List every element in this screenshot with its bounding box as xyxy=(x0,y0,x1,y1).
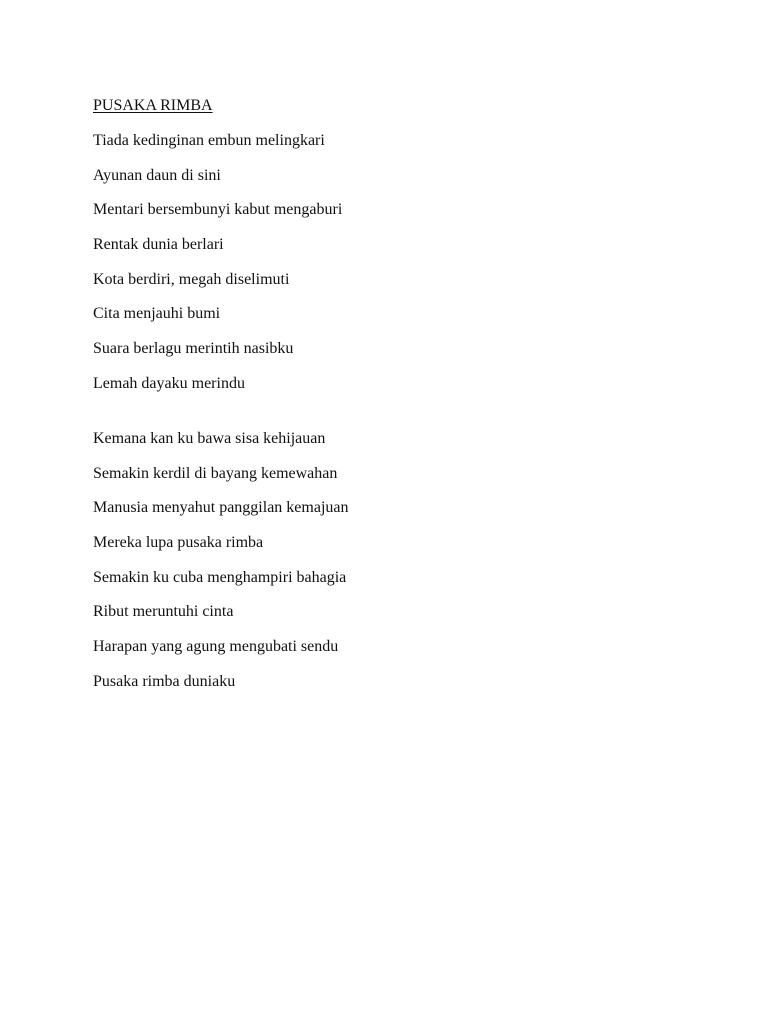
poem-line: Kemana kan ku bawa sisa kehijauan xyxy=(93,429,326,447)
poem-title: PUSAKA RIMBA xyxy=(93,97,213,114)
poem-line: Mereka lupa pusaka rimba xyxy=(93,533,264,551)
poem-line: Mentari bersembunyi kabut mengaburi xyxy=(93,201,343,219)
stanza-2 xyxy=(93,429,693,692)
poem-line: Kota berdiri, megah diselimuti xyxy=(93,270,290,288)
poem-line: Suara berlagu merintih nasibku xyxy=(93,340,294,358)
poem-line: Cita menjauhi bumi xyxy=(93,305,221,323)
poem-line: Harapan yang agung mengubati sendu xyxy=(93,637,339,655)
poem-line: Semakin ku cuba menghampiri bahagia xyxy=(93,568,347,586)
poem-line: Pusaka rimba duniaku xyxy=(93,672,236,690)
stanza-1 xyxy=(93,131,693,394)
poem-line: Ribut meruntuhi cinta xyxy=(93,603,234,621)
poem-line: Semakin kerdil di bayang kemewahan xyxy=(93,464,338,482)
poem-line: Manusia menyahut panggilan kemajuan xyxy=(93,499,349,517)
poem xyxy=(93,96,693,706)
poem-line: Rentak dunia berlari xyxy=(93,236,224,254)
poem-line: Tiada kedinginan embun melingkari xyxy=(93,132,325,149)
poem-line: Ayunan daun di sini xyxy=(93,166,221,184)
poem-line: Lemah dayaku merindu xyxy=(93,374,245,392)
